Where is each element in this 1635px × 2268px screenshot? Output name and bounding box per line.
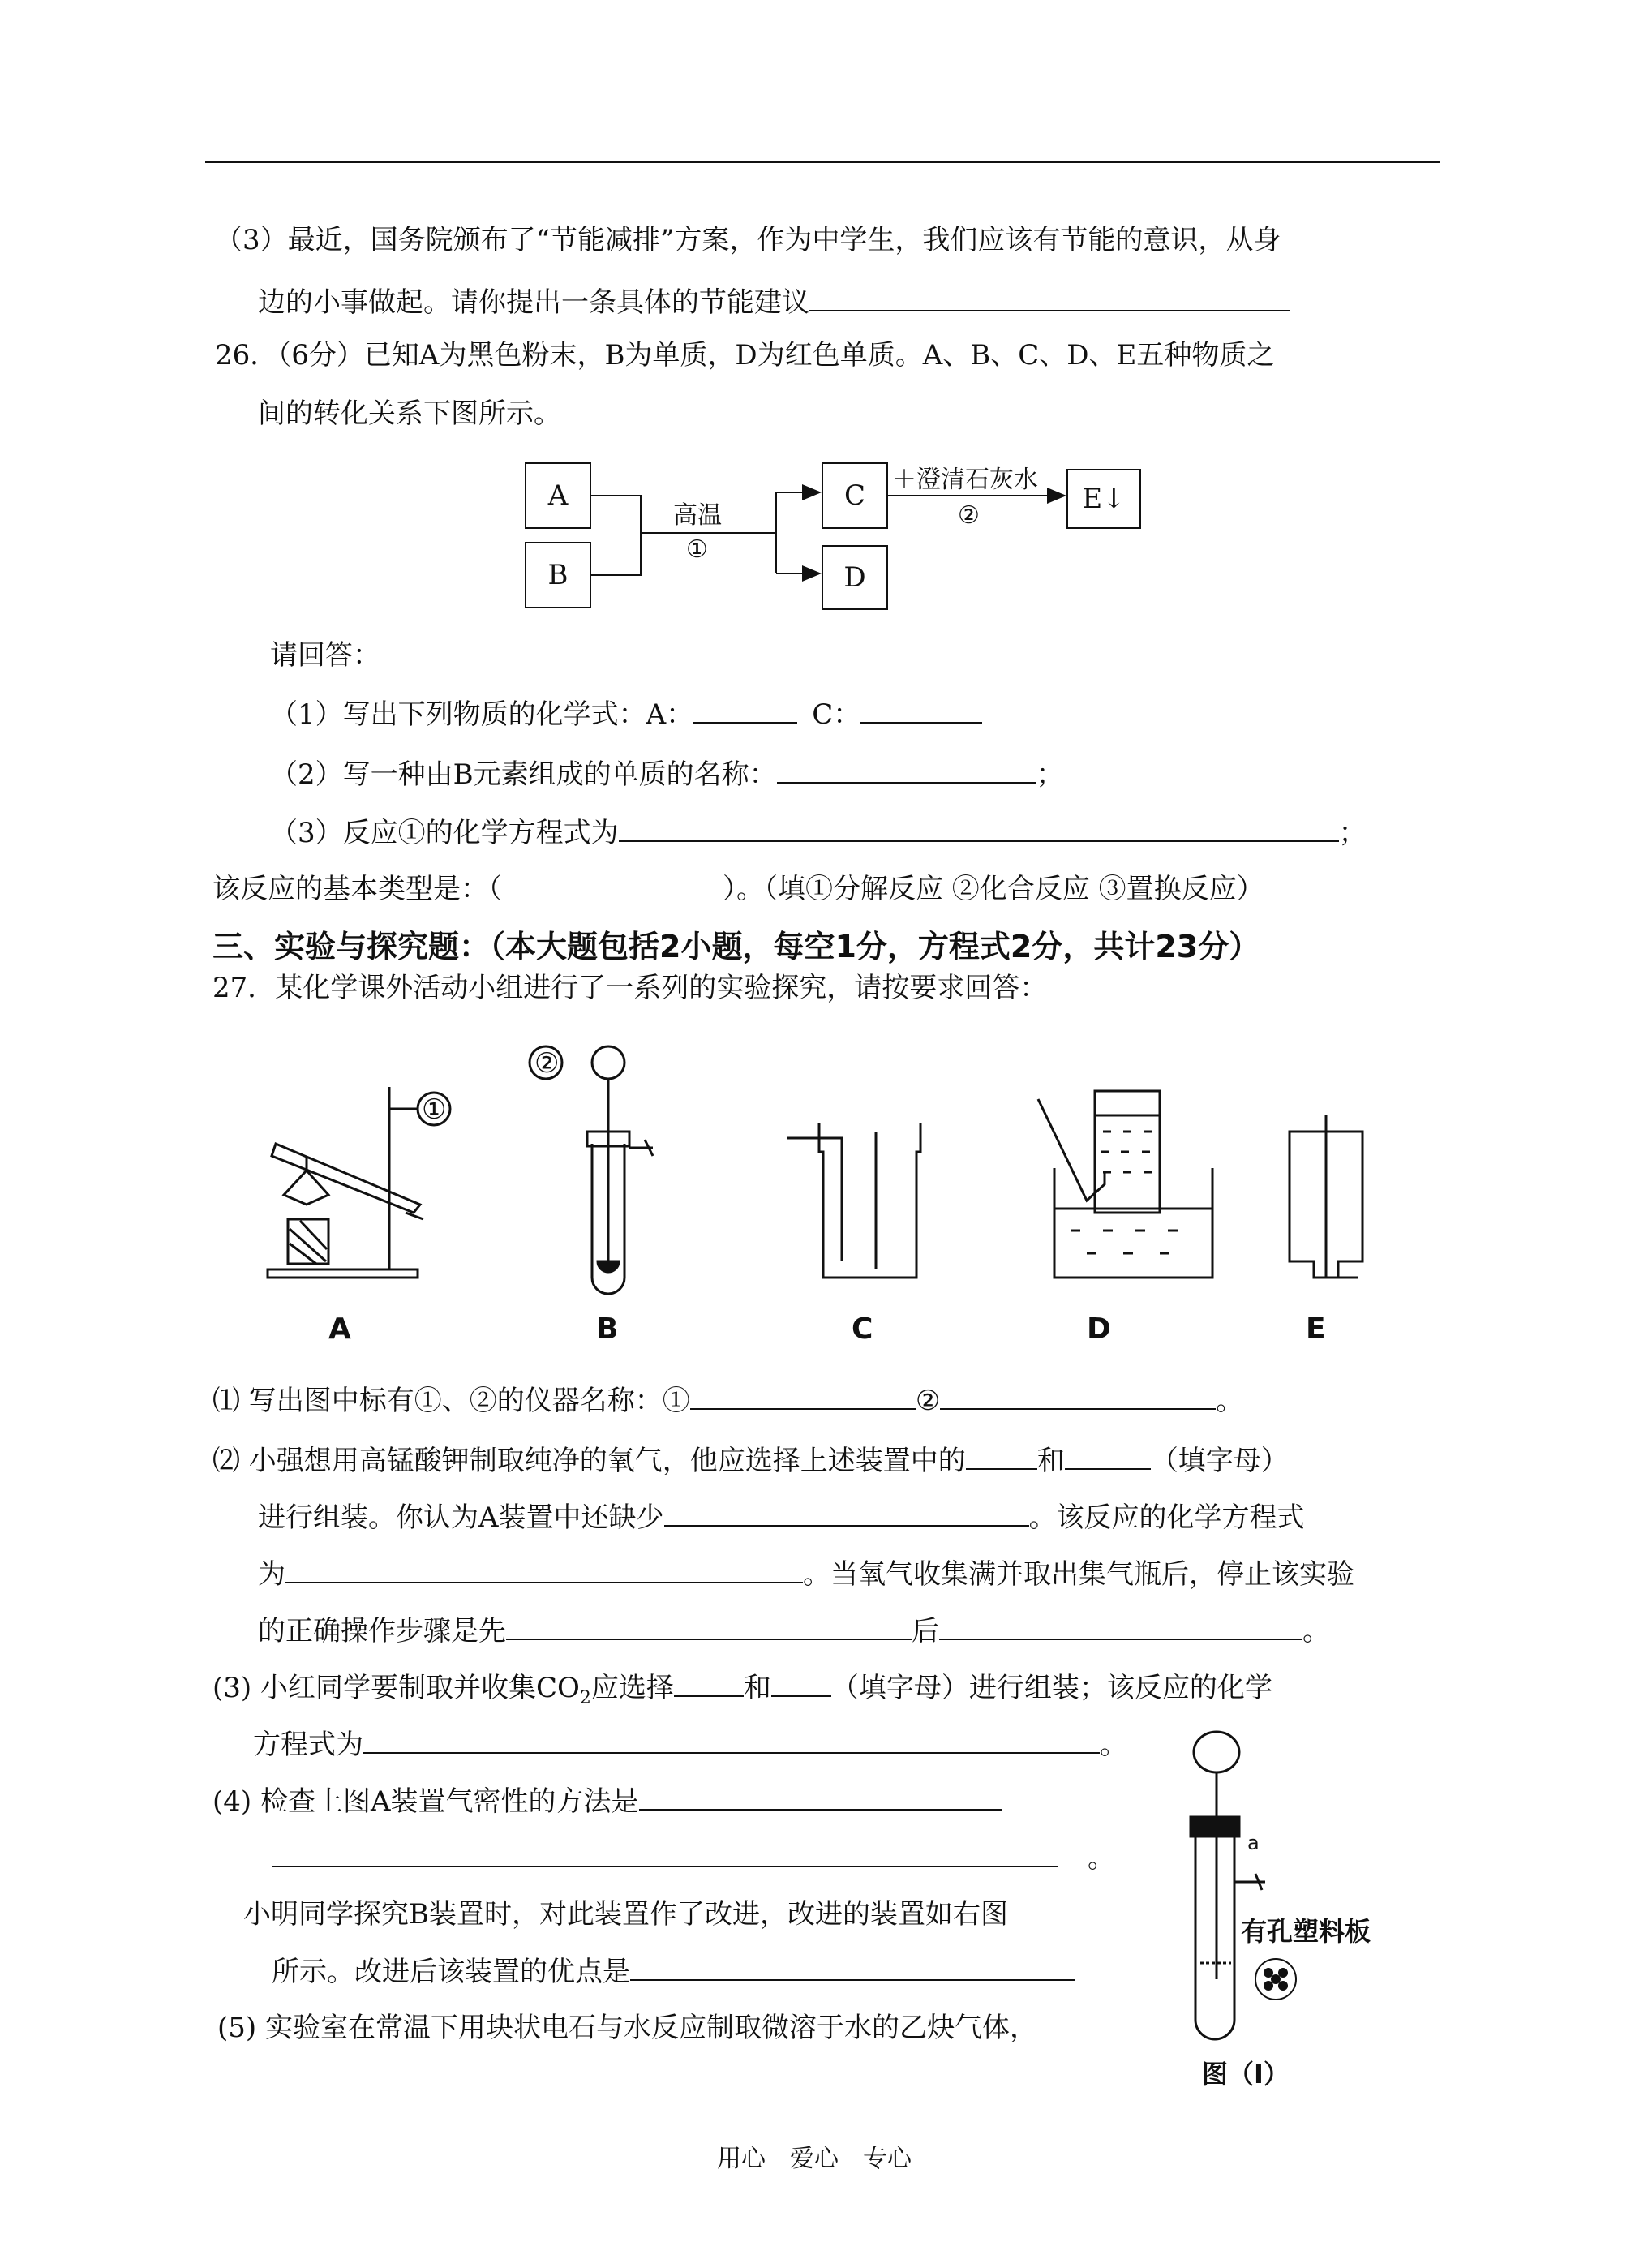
answer-blank[interactable] (363, 1728, 1100, 1754)
answer-blank[interactable] (639, 1785, 1002, 1811)
q26-s1-c: C： (812, 698, 861, 731)
apparatus-label-d: D (1087, 1312, 1111, 1346)
q27-s2-text: 的正确操作步骤是先 (258, 1615, 506, 1647)
q27-s1-text: ⑴ 写出图中标有①、②的仪器名称：① (212, 1385, 690, 1417)
apparatus-b (587, 1046, 653, 1294)
node-c: C (822, 462, 888, 529)
q27-s4-line4 (272, 1955, 1075, 1988)
answer-blank[interactable] (272, 1841, 1058, 1867)
answer-blank[interactable] (690, 1384, 916, 1410)
q26-line2: 间的转化关系下图所示。 (258, 397, 561, 430)
node-a: A (525, 462, 591, 529)
q26-s3-text: （3）反应①的化学方程式为 (270, 817, 619, 849)
apparatus-label-e: E (1306, 1312, 1326, 1346)
q27-s3-text: （填字母）进行组装；该反应的化学 (830, 1672, 1272, 1704)
q27-s3-end: 。 (1100, 1729, 1127, 1761)
q26-s2-end: ； (1036, 758, 1064, 791)
marker-1: ① (422, 1093, 447, 1126)
apparatus-label-b: B (596, 1312, 619, 1346)
q27-s3-text: 应选择 (590, 1672, 674, 1704)
q27-s2-line2 (258, 1501, 1305, 1534)
q27-s2-line3 (258, 1557, 1354, 1591)
q27-s2-line4 (258, 1614, 1330, 1647)
answer-blank[interactable] (693, 698, 797, 724)
figure-i-valve-label: a (1247, 1832, 1260, 1854)
q27-s4-line2 (272, 1841, 1115, 1875)
q27-s3-line2 (253, 1728, 1127, 1761)
q27-s3-line1 (212, 1671, 1272, 1715)
q27-s4-line3: 小明同学探究B装置时，对此装置作了改进，改进的装置如右图 (243, 1898, 1008, 1931)
apparatus-figure (235, 1018, 1371, 1359)
answer-blank[interactable] (674, 1671, 744, 1697)
q27-s3-text: 方程式为 (253, 1729, 363, 1761)
q27-s4-line1 (212, 1785, 1002, 1818)
q26-type-line: 该反应的基本类型是：（ ）。（填①分解反应 ②化合反应 ③置换反应） (212, 873, 1264, 905)
figure-i-caption: 图（Ⅰ） (1202, 2059, 1290, 2090)
q26-prompt: 请回答： (270, 639, 380, 672)
q27-s4-text: (4) 检查上图A装置气密性的方法是 (212, 1785, 639, 1818)
apparatus-e (1290, 1115, 1362, 1278)
apparatus-label-a: A (328, 1312, 351, 1346)
q27-s2-text: ⑵ 小强想用高锰酸钾制取纯净的氧气，他应选择上述装置中的 (212, 1445, 966, 1477)
answer-blank[interactable] (777, 758, 1036, 784)
q27-s1 (212, 1384, 1243, 1417)
q26-s3-end: ； (1338, 817, 1367, 849)
q27-s2-text: 。当氧气收集满并取出集气瓶后，停止该实验 (803, 1558, 1354, 1591)
answer-blank[interactable] (966, 1444, 1037, 1470)
diagram-connectors (0, 0, 1635, 649)
q25-p3-line1: （3）最近，国务院颁布了“节能减排”方案，作为中学生，我们应该有节能的意识，从身 (215, 224, 1281, 256)
apparatus-a (268, 1087, 423, 1278)
answer-blank[interactable] (664, 1501, 1029, 1527)
node-d: D (822, 545, 888, 610)
figure-i-apparatus (1168, 1720, 1411, 2060)
condition-high-temp: 高温 (673, 501, 722, 530)
q27-s2-text: 后 (912, 1615, 939, 1647)
q26-s1-text: （1）写出下列物质的化学式：A： (270, 698, 694, 731)
q27-s2-text: 为 (258, 1558, 285, 1591)
node-b: B (525, 542, 591, 608)
condition-limewater: ＋澄清石灰水 (892, 466, 1038, 494)
q26-s2 (270, 758, 1064, 791)
answer-blank[interactable] (506, 1614, 912, 1640)
q27-s2-fill-hint: （填字母） (1150, 1445, 1289, 1477)
answer-blank[interactable] (771, 1671, 831, 1697)
q27-s2-and: 和 (1036, 1445, 1065, 1477)
answer-blank[interactable] (285, 1557, 803, 1583)
answer-blank[interactable] (860, 698, 982, 724)
figure-i-plate-label: 有孔塑料板 (1241, 1916, 1371, 1947)
q26-s1 (270, 698, 982, 731)
q27-s4-text: 所示。改进后该装置的优点是 (272, 1956, 630, 1988)
reaction-1-marker: ① (686, 535, 708, 564)
q27-s4-end: 。 (1088, 1842, 1115, 1875)
answer-blank[interactable] (630, 1955, 1075, 1981)
q27-s1-end: 。 (1216, 1385, 1244, 1417)
answer-blank[interactable] (619, 816, 1339, 842)
answer-blank[interactable] (939, 1614, 1302, 1640)
page-footer: 用心 爱心 专心 (717, 2145, 912, 2173)
answer-blank[interactable] (940, 1384, 1216, 1410)
q27-s5-line1: (5) 实验室在常温下用块状电石与水反应制取微溶于水的乙炔气体， (217, 2012, 1037, 2044)
q27-s2-text: 。该反应的化学方程式 (1028, 1501, 1305, 1534)
q27-s2-line1 (212, 1444, 1289, 1477)
subscript-2: 2 (579, 1687, 591, 1708)
q27-s3-and: 和 (743, 1672, 771, 1704)
section-3-heading: 三、实验与探究题：（本大题包括2小题，每空1分，方程式2分，共计23分） (212, 929, 1260, 964)
apparatus-c (787, 1123, 920, 1278)
q27-s2-end: 。 (1302, 1615, 1330, 1647)
q26-line1: 26．（6分）已知A为黑色粉末，B为单质，D为红色单质。A、B、C、D、E五种物质之 (215, 339, 1275, 372)
q27-s1-b: ② (915, 1385, 941, 1417)
apparatus-d (1038, 1091, 1212, 1278)
q26-s3 (270, 816, 1367, 849)
q25-p3-line2-text: 边的小事做起。请你提出一条具体的节能建议 (258, 286, 809, 319)
q26-s2-text: （2）写一种由B元素组成的单质的名称： (270, 758, 777, 791)
answer-blank[interactable] (1065, 1444, 1151, 1470)
node-e: E↓ (1066, 469, 1141, 529)
apparatus-label-c: C (852, 1312, 873, 1346)
q27-s3-text: (3) 小红同学要制取并收集CO (212, 1672, 580, 1704)
q27-s2-text: 进行组装。你认为A装置中还缺少 (258, 1501, 664, 1534)
marker-2: ② (534, 1047, 560, 1080)
q27-intro: 27．某化学课外活动小组进行了一系列的实验探究，请按要求回答： (212, 972, 1048, 1004)
reaction-2-marker: ② (958, 501, 980, 530)
